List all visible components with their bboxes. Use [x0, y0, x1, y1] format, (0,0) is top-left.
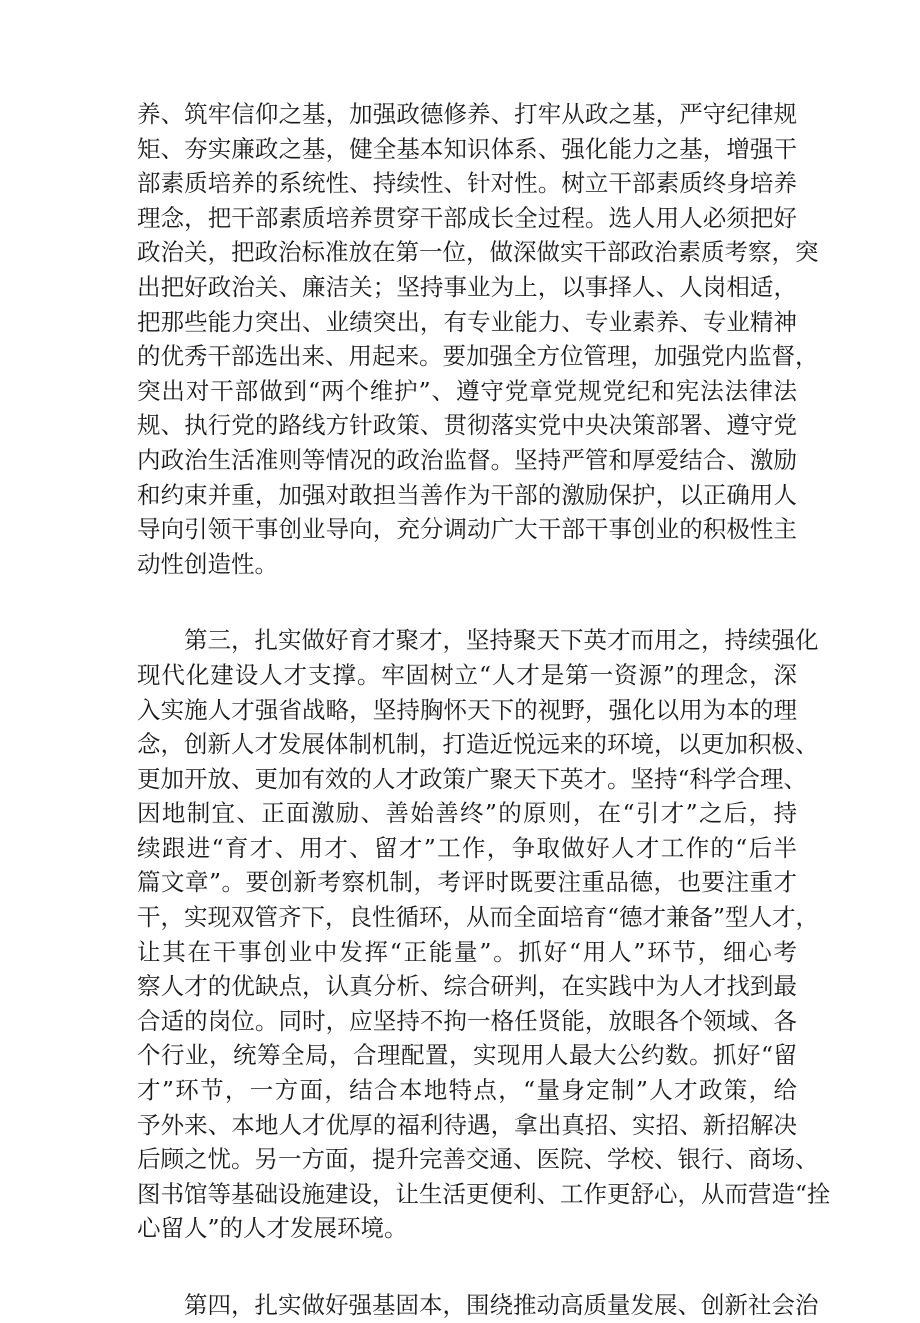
text-line: 续跟进“育才、用才、留才”工作，争取做好人才工作的“后半 — [137, 833, 797, 862]
paragraph-spacer — [137, 1246, 797, 1288]
text-line: 动性创造性。 — [137, 549, 278, 578]
text-line: 更加开放、更加有效的人才政策广聚天下英才。坚持“科学合理、 — [137, 764, 808, 793]
text-line: 第四，扎实做好强基固本，围绕推动高质量发展、创新社会治 — [137, 1291, 819, 1319]
text-line: 现代化建设人才支撑。牢固树立“人才是第一资源”的理念，深 — [137, 660, 797, 689]
text-line: 政治关，把政治标准放在第一位，做深做实干部政治素质考察，突 — [137, 238, 819, 267]
text-line: 因地制宜、正面激励、善始善终”的原则，在“引才”之后，持 — [137, 799, 797, 828]
text-line: 图书馆等基础设施建设，让生活更便利、工作更舒心，从而营造“拴 — [137, 1179, 831, 1208]
text-line: 合适的岗位。同时，应坚持不拘一格任贤能，放眼各个领域、各 — [137, 1006, 797, 1035]
text-line: 第三，扎实做好育才聚才，坚持聚天下英才而用之，持续强化 — [137, 626, 819, 655]
text-line: 心留人”的人才发展环境。 — [137, 1214, 408, 1243]
text-line: 突出对干部做到“两个维护”、遵守党章党规党纪和宪法法律法 — [137, 376, 797, 405]
text-line: 导向引领干事创业导向，充分调动广大干部干事创业的积极性主 — [137, 515, 797, 544]
text-line: 后顾之忧。另一方面，提升完善交通、医院、学校、银行、商场、 — [137, 1145, 819, 1174]
text-line: 予外来、本地人才优厚的福利待遇，拿出真招、实招、新招解决 — [137, 1110, 797, 1139]
text-line: 部素质培养的系统性、持续性、针对性。树立干部素质终身培养 — [137, 169, 797, 198]
document-body — [137, 97, 831, 1323]
text-line: 矩、夯实廉政之基，健全基本知识体系、强化能力之基，增强干 — [137, 134, 797, 163]
text-line: 让其在干事创业中发挥“正能量”。抓好“用人”环节，细心考 — [137, 937, 797, 966]
paragraph-spacer — [137, 581, 797, 623]
text-line: 才”环节，一方面，结合本地特点，“量身定制”人才政策，给 — [137, 1076, 797, 1105]
text-line: 把那些能力突出、业绩突出，有专业能力、专业素养、专业精神 — [137, 307, 797, 336]
text-line: 内政治生活准则等情况的政治监督。坚持严管和厚爱结合、激励 — [137, 445, 797, 474]
paragraph-3 — [137, 1288, 819, 1323]
text-line: 出把好政治关、廉洁关；坚持事业为上，以事择人、人岗相适， — [137, 272, 797, 301]
paragraph-2 — [137, 623, 831, 1246]
text-line: 篇文章”。要创新考察机制，考评时既要注重品德，也要注重才 — [137, 868, 797, 897]
text-line: 入实施人才强省战略，坚持胸怀天下的视野，强化以用为本的理 — [137, 695, 797, 724]
text-line: 个行业，统筹全局，合理配置，实现用人最大公约数。抓好“留 — [137, 1041, 797, 1070]
text-line: 念，创新人才发展体制机制，打造近悦远来的环境，以更加积极、 — [137, 730, 819, 759]
paragraph-1 — [137, 97, 819, 581]
text-line: 养、筑牢信仰之基，加强政德修养、打牢从政之基，严守纪律规 — [137, 100, 797, 128]
text-line: 的优秀干部选出来、用起来。要加强全方位管理，加强党内监督， — [137, 342, 819, 371]
text-line: 理念，把干部素质培养贯穿干部成长全过程。选人用人必须把好 — [137, 203, 797, 232]
text-line: 和约束并重，加强对敢担当善作为干部的激励保护，以正确用人 — [137, 480, 797, 509]
text-line: 干，实现双管齐下，良性循环，从而全面培育“德才兼备”型人才， — [137, 903, 820, 932]
text-line: 规、执行党的路线方针政策、贯彻落实党中央决策部署、遵守党 — [137, 411, 797, 440]
text-line: 察人才的优缺点，认真分析、综合研判，在实践中为人才找到最 — [137, 972, 797, 1001]
